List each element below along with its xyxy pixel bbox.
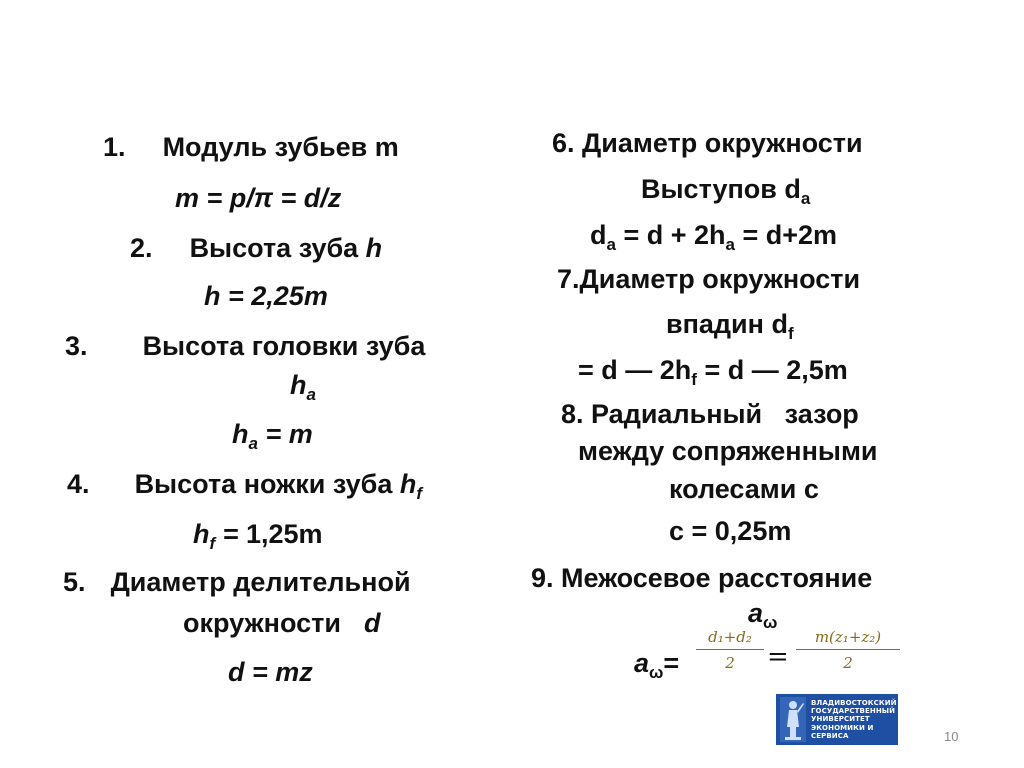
formula-center-distance-label [634, 648, 680, 682]
item3-variable [290, 370, 316, 404]
item6-line1: 6. Диаметр окружности [552, 128, 863, 158]
formula-module: m = p/π = d/z [175, 183, 342, 213]
item2-heading [130, 235, 382, 262]
formula3-var: h [232, 419, 249, 449]
item8-line1: 8. Радиальный зазор [561, 399, 859, 429]
f7-part-b: = d — 2,5m [696, 355, 848, 385]
item5-line2 [183, 610, 380, 637]
university-logo [776, 694, 898, 745]
formula-root-diameter [578, 355, 848, 389]
f6-part-a: d [590, 220, 607, 250]
formula-dedendum [193, 519, 323, 553]
item3-heading [65, 333, 425, 360]
equals-sign: = [767, 642, 789, 672]
logo-line5: СЕРВИСА [811, 731, 849, 740]
f6-part-b: = d + 2h [615, 220, 726, 250]
item5-number: 5. [63, 567, 86, 597]
f7-sub: f [691, 370, 697, 389]
formula-pitch-diameter: d = mz [228, 657, 313, 687]
item7-line2 [666, 309, 794, 343]
item8-line2: между сопряженными [578, 436, 878, 466]
item2-label: Высота зуба [189, 233, 359, 263]
f6-sub-1: a [606, 235, 616, 254]
item9-var-letter: a [748, 598, 764, 628]
item4-var-sub: f [416, 484, 423, 503]
f9-eq: = [663, 648, 680, 678]
item7-sub: f [787, 324, 794, 343]
logo-text [811, 699, 897, 740]
item6-line2 [641, 174, 811, 208]
item6-label: Выступов d [641, 174, 801, 204]
f6-part-c: = d+2m [734, 220, 838, 250]
formula-addendum [232, 419, 313, 453]
item9-variable [748, 598, 778, 632]
item8-line3: колесами с [669, 474, 819, 504]
item3-var-letter: h [290, 370, 307, 400]
fraction2-denominator: 2 [843, 654, 853, 672]
formula-tip-diameter [590, 220, 838, 254]
item5-label-line1: Диаметр делительной [110, 567, 411, 597]
item3-var-sub: a [306, 385, 316, 404]
item2-variable: h [365, 233, 383, 263]
item3-number: 3. [65, 331, 88, 361]
item9-line1: 9. Межосевое расстояние [531, 563, 873, 593]
fraction-diameters [696, 628, 764, 672]
item7-line1: 7.Диаметр окружности [557, 264, 861, 294]
item5-heading [63, 569, 411, 596]
formula4-var: h [193, 519, 210, 549]
item6-sub: a [800, 189, 811, 208]
formula3-rest: = m [257, 419, 313, 449]
item9-var-sub: ω [763, 613, 778, 632]
f7-part-a: = d — 2h [578, 355, 692, 385]
item1-heading [103, 134, 399, 161]
formula4-value: 1,25m [245, 519, 323, 549]
item4-number: 4. [67, 469, 90, 499]
logo-line3: УНИВЕРСИТЕТ [811, 715, 870, 724]
item1-label: Модуль зубьев m [162, 132, 399, 162]
fraction1-denominator: 2 [725, 654, 735, 672]
f9-sub: ω [649, 663, 664, 682]
fraction2-numerator: m(z₁+z₂) [814, 628, 882, 646]
formula3-sub: a [248, 434, 258, 453]
item3-label: Высота головки зуба [142, 331, 426, 361]
f9-var: a [634, 648, 650, 678]
page-number: 10 [944, 729, 959, 744]
formula-clearance: с = 0,25m [669, 516, 792, 546]
fraction-module-teeth [796, 628, 900, 672]
logo-line4: ЭКОНОМИКИ И [811, 723, 874, 732]
item7-label: впадин d [666, 309, 788, 339]
statue-emblem-icon [780, 697, 806, 742]
item4-var-letter: h [399, 469, 417, 499]
item4-heading [67, 469, 423, 503]
item5-variable: d [363, 608, 381, 638]
item5-label-line2: окружности [183, 608, 341, 638]
logo-line1: ВЛАДИВОСТОКСКИЙ [811, 698, 897, 707]
formula4-sub: f [209, 534, 216, 553]
fraction1-numerator: d₁+d₂ [708, 628, 752, 646]
item2-number: 2. [130, 233, 153, 263]
item1-number: 1. [103, 132, 126, 162]
formula-tooth-height: h = 2,25m [204, 281, 328, 311]
f6-sub-2: a [725, 235, 735, 254]
formula4-eq: = [215, 519, 246, 549]
logo-line2: ГОСУДАРСТВЕННЫЙ [811, 707, 896, 716]
item4-label: Высота ножки зуба [134, 469, 393, 499]
